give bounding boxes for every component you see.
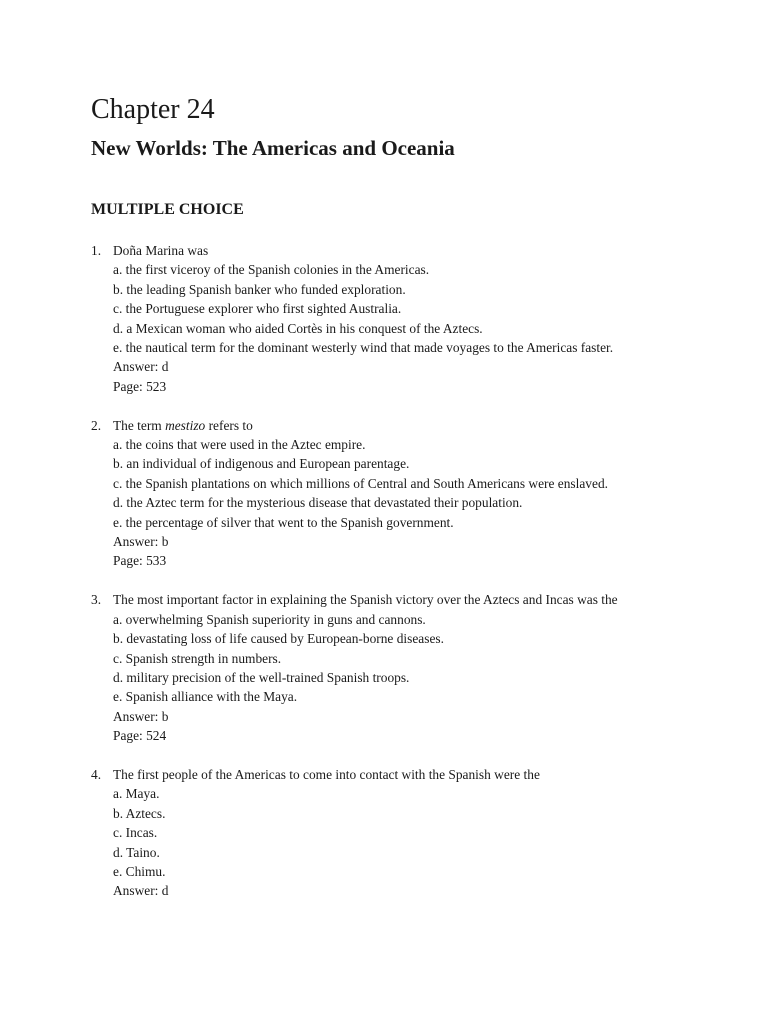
chapter-subtitle: New Worlds: The Americas and Oceania (91, 136, 455, 160)
page-reference: Page: 523 (113, 378, 167, 394)
chapter-title: Chapter 24 (91, 94, 215, 125)
question-stem-text-after: refers to (205, 417, 253, 433)
option-c: c. Spanish strength in numbers. (113, 650, 282, 666)
option-a: a. the coins that were used in the Aztec empire. (113, 437, 366, 453)
answer-line: Answer: b (113, 708, 169, 724)
question-stem-text: Doña Marina was (113, 243, 209, 258)
page-reference: Page: 524 (113, 728, 167, 744)
option-c: c. Incas. (113, 825, 158, 841)
question-1 (91, 241, 741, 396)
question-3 (91, 590, 741, 745)
question-number: 3. (91, 592, 102, 608)
question-4 (91, 765, 741, 901)
answer-line: Answer: b (113, 534, 169, 550)
option-list (113, 435, 741, 532)
option-d: d. Taino. (113, 844, 160, 860)
question-stem-text: The term (113, 417, 166, 433)
option-list (113, 260, 741, 357)
option-a: a. overwhelming Spanish superiority in guns and cannons. (113, 611, 426, 627)
question-2 (91, 416, 741, 571)
question-number: 2. (91, 417, 102, 433)
answer-line: Answer: d (113, 359, 169, 375)
question-stem (113, 765, 741, 784)
question-stem-emphasis: mestizo (165, 417, 206, 433)
option-b: b. the leading Spanish banker who funded exploration. (113, 281, 406, 297)
option-c: c. the Spanish plantations on which millions of Central and South Americans were enslaved. (113, 475, 608, 491)
question-stem-text: The most important factor in explaining the Spanish victory over the Aztecs and Incas was the (113, 592, 618, 608)
option-b: b. devastating loss of life caused by European-borne diseases. (113, 631, 444, 647)
option-e: e. Spanish alliance with the Maya. (113, 689, 298, 705)
option-e: e. the percentage of silver that went to the Spanish government. (113, 514, 454, 530)
question-stem (113, 590, 693, 609)
question-stem (113, 416, 741, 435)
option-d: d. military precision of the well-trained Spanish troops. (113, 669, 410, 685)
option-e: e. the nautical term for the dominant westerly wind that made voyages to the Americas faster. (113, 340, 614, 356)
question-number: 1. (91, 243, 102, 258)
question-stem (113, 241, 741, 260)
option-d: d. a Mexican woman who aided Cortès in his conquest of the Aztecs. (113, 320, 483, 336)
option-b: b. an individual of indigenous and European parentage. (113, 456, 410, 472)
option-c: c. the Portuguese explorer who first sighted Australia. (113, 301, 402, 317)
answer-line: Answer: d (113, 883, 169, 899)
question-stem-text: The first people of the Americas to come into contact with the Spanish were the (113, 766, 540, 782)
option-list (113, 784, 741, 881)
option-e: e. Chimu. (113, 863, 166, 879)
option-d: d. the Aztec term for the mysterious disease that devastated their population. (113, 495, 523, 511)
question-list (91, 241, 741, 920)
question-number: 4. (91, 766, 102, 782)
section-heading: MULTIPLE CHOICE (91, 201, 244, 218)
option-list (113, 610, 741, 707)
option-b: b. Aztecs. (113, 805, 166, 821)
option-a: a. the first viceroy of the Spanish colonies in the Americas. (113, 262, 430, 278)
page-reference: Page: 533 (113, 553, 167, 569)
option-a: a. Maya. (113, 786, 160, 802)
